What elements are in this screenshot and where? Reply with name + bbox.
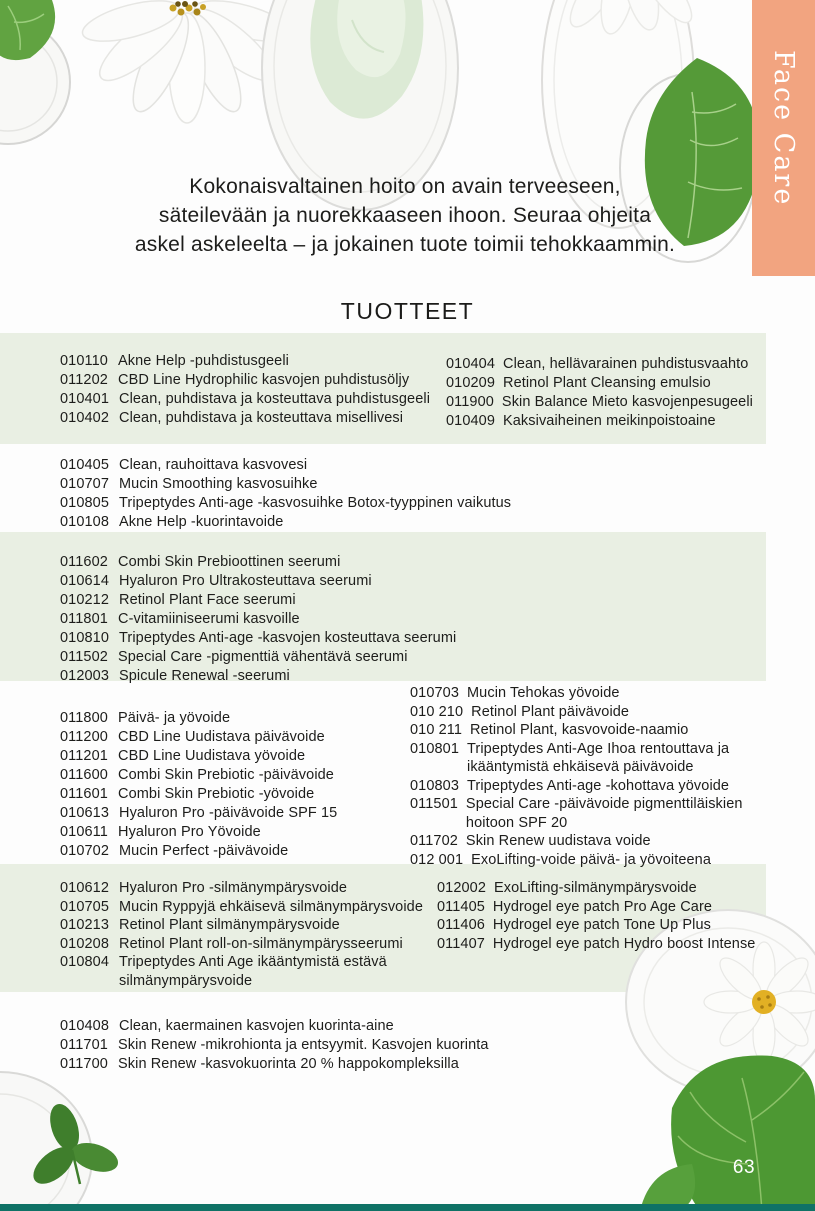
product-name: Hyaluron Pro Yövoide — [118, 824, 261, 840]
product-code: 010108 — [60, 514, 109, 530]
product-name: ExoLifting-silmänympärysvoide — [494, 880, 697, 896]
product-row — [410, 721, 766, 740]
product-code: 010408 — [60, 1018, 109, 1034]
product-code: 010409 — [446, 413, 495, 429]
product-row — [446, 412, 765, 431]
product-list — [437, 879, 767, 953]
product-row — [60, 766, 450, 785]
product-name: Retinol Plant silmänympärysvoide — [119, 917, 340, 933]
product-code: 010702 — [60, 843, 109, 859]
product-row — [60, 494, 680, 513]
product-name: Special Care -pigmenttiä vähentävä seerumi — [118, 649, 408, 665]
product-code: 010803 — [410, 777, 459, 794]
product-name: CBD Line Uudistava päivävoide — [118, 729, 325, 745]
product-code: 010213 — [60, 917, 109, 933]
product-name: Hydrogel eye patch Pro Age Care — [492, 898, 713, 915]
product-row — [60, 747, 450, 766]
product-row — [60, 648, 680, 667]
product-name: Clean, puhdistava ja kosteuttava misellivesi — [119, 410, 404, 426]
product-row — [410, 795, 766, 832]
product-row — [60, 409, 480, 428]
product-list — [60, 456, 680, 532]
product-name: C-vitamiiniseerumi kasvoille — [118, 611, 300, 627]
product-row — [60, 629, 680, 648]
intro-line: säteilevään ja nuorekkaaseen ihoon. Seuraa ohjeita — [158, 204, 652, 227]
product-code: 012 001 — [410, 851, 464, 868]
product-code: 012003 — [60, 668, 109, 684]
product-code: 011600 — [60, 767, 108, 783]
product-row — [446, 374, 765, 393]
product-row — [410, 851, 766, 870]
product-row — [60, 352, 480, 371]
product-code: 010212 — [60, 592, 109, 608]
product-row — [60, 1036, 700, 1055]
product-code: 011701 — [60, 1037, 108, 1053]
product-name: Kaksivaiheinen meikinpoistoaine — [503, 413, 716, 429]
product-name: Tripeptydes Anti Age ikääntymistä estävä silmänympärysvoide — [119, 954, 387, 989]
product-code: 011700 — [60, 1056, 108, 1072]
product-code: 010804 — [60, 954, 109, 970]
product-code: 011801 — [60, 611, 108, 627]
product-code: 011406 — [437, 917, 485, 933]
white-flower-illustration — [704, 942, 815, 1062]
product-name: Retinol Plant Cleansing emulsio — [503, 375, 711, 391]
product-row — [446, 393, 765, 412]
product-name: Mucin Perfect -päivävoide — [119, 843, 289, 859]
product-code: 010110 — [60, 353, 108, 369]
product-name: Hydrogel eye patch Hydro boost Intense — [492, 935, 756, 952]
product-code: 011200 — [60, 729, 108, 745]
product-code: 010208 — [60, 935, 109, 952]
product-name: CBD Line Hydrophilic kasvojen puhdistusöljy — [118, 372, 410, 388]
product-name: Skin Balance Mieto kasvojenpesugeeli — [501, 394, 753, 410]
product-code: 011405 — [437, 898, 485, 915]
product-row — [60, 898, 456, 917]
product-code: 011601 — [60, 786, 108, 802]
product-name: Tripeptydes Anti-Age Ihoa rentouttava ja ikääntymistä ehkäisevä päivävoide — [467, 740, 730, 775]
product-name: Tripeptydes Anti-age -kasvosuihke Botox-tyyppinen vaikutus — [119, 495, 512, 511]
product-row — [410, 777, 766, 796]
product-row — [60, 456, 680, 475]
product-code: 010613 — [60, 805, 109, 821]
product-row — [60, 475, 680, 494]
product-row — [446, 355, 765, 374]
product-row — [60, 935, 456, 954]
intro-text — [0, 172, 810, 259]
product-row — [437, 879, 767, 898]
product-name: Hyaluron Pro Ultrakosteuttava seerumi — [119, 573, 372, 589]
product-code: 010810 — [60, 630, 109, 646]
product-name: Hydrogel eye patch Tone Up Plus — [492, 917, 711, 933]
product-name: Akne Help -puhdistusgeeli — [118, 353, 289, 369]
product-code: 010707 — [60, 476, 109, 492]
product-name: Mucin Smoothing kasvosuihke — [119, 476, 318, 492]
product-name: Clean, kaermainen kasvojen kuorinta-aine — [119, 1018, 394, 1034]
product-list — [60, 1017, 700, 1074]
product-row — [60, 553, 680, 572]
product-code: 010611 — [60, 824, 108, 840]
product-name: Tripeptydes Anti-age -kasvojen kosteuttava seerumi — [119, 630, 457, 646]
product-code: 010612 — [60, 880, 109, 896]
product-name: ExoLifting-voide päivä- ja yövoiteena — [471, 851, 711, 868]
product-code: 010703 — [410, 685, 459, 701]
product-name: Retinol Plant päivävoide — [471, 703, 630, 720]
intro-line: askel askeleelta – ja jokainen tuote toimii tehokkaammin. — [134, 233, 676, 256]
product-code: 011201 — [60, 748, 108, 764]
product-name: Hyaluron Pro -päivävoide SPF 15 — [119, 805, 338, 821]
product-code: 011602 — [60, 554, 108, 570]
product-name: Spicule Renewal -seerumi — [119, 668, 290, 684]
product-list — [60, 879, 456, 990]
product-code: 011702 — [410, 833, 458, 849]
product-code: 011202 — [60, 372, 108, 388]
product-row — [60, 879, 456, 898]
product-code: 011407 — [437, 935, 485, 952]
product-row — [60, 953, 456, 990]
green-leaf-illustration — [640, 1055, 815, 1211]
product-row — [60, 572, 680, 591]
product-name: Akne Help -kuorintavoide — [119, 514, 284, 530]
product-row — [410, 684, 766, 703]
product-name: Combi Skin Prebiotic -päivävoide — [118, 767, 334, 783]
product-name: Clean, rauhoittava kasvovesi — [119, 457, 308, 473]
product-code: 011800 — [60, 710, 108, 726]
product-code: 010402 — [60, 410, 109, 426]
product-name: CBD Line Uudistava yövoide — [118, 748, 306, 764]
product-row — [60, 728, 450, 747]
product-row — [60, 1017, 700, 1036]
product-code: 010 211 — [410, 722, 463, 738]
product-row — [60, 591, 680, 610]
product-name: Retinol Plant roll-on-silmänympärysseerumi — [119, 935, 403, 952]
product-code: 011501 — [410, 796, 458, 812]
petri-dish-illustration — [0, 0, 70, 144]
product-row — [60, 1055, 700, 1074]
product-name: Mucin Ryppyjä ehkäisevä silmänympärysvoide — [119, 898, 423, 915]
product-row — [60, 804, 450, 823]
product-name: Skin Renew -mikrohionta ja entsyymit. Kasvojen kuorinta — [118, 1037, 489, 1053]
tab-label: Face Care — [768, 50, 799, 207]
product-code: 010801 — [410, 740, 459, 757]
product-code: 010405 — [60, 457, 109, 473]
product-list — [60, 553, 680, 686]
product-code: 010404 — [446, 356, 495, 372]
product-name: Tripeptydes Anti-age -kohottava yövoide — [467, 777, 730, 794]
product-row — [60, 709, 450, 728]
product-row — [60, 823, 450, 842]
footer-bar — [0, 1204, 815, 1211]
product-name: Clean, hellävarainen puhdistusvaahto — [503, 356, 749, 372]
product-row — [410, 740, 766, 777]
product-row — [60, 610, 680, 629]
product-name: Päivä- ja yövoide — [118, 710, 231, 726]
product-list — [60, 709, 450, 861]
product-name: Retinol Plant, kasvovoide-naamio — [470, 722, 689, 738]
product-name: Combi Skin Prebioottinen seerumi — [118, 554, 341, 570]
product-row — [60, 371, 480, 390]
product-name: Combi Skin Prebiotic -yövoide — [118, 786, 315, 802]
product-code: 011502 — [60, 649, 108, 665]
product-list — [60, 352, 480, 428]
product-row — [60, 513, 680, 532]
product-list — [410, 684, 766, 869]
product-row — [60, 842, 450, 861]
product-code: 010805 — [60, 495, 109, 511]
product-code: 012002 — [437, 880, 486, 896]
products-heading: TUOTTEET — [340, 298, 475, 324]
product-row — [410, 832, 766, 851]
product-row — [437, 916, 767, 935]
product-name: Mucin Tehokas yövoide — [467, 685, 620, 701]
product-name: Special Care -päivävoide pigmenttiläiskien hoitoon SPF 20 — [465, 796, 743, 831]
product-row — [437, 898, 767, 917]
product-code: 010705 — [60, 898, 109, 915]
product-code: 010401 — [60, 391, 109, 407]
product-row — [437, 935, 767, 954]
product-name: Skin Renew -kasvokuorinta 20 % happokompleksilla — [118, 1056, 459, 1072]
product-name: Clean, puhdistava ja kosteuttava puhdistusgeeli — [119, 391, 431, 407]
product-row — [60, 785, 450, 804]
product-code: 010 210 — [410, 703, 464, 720]
product-row — [60, 916, 456, 935]
product-name: Hyaluron Pro -silmänympärysvoide — [119, 880, 348, 896]
product-row — [60, 390, 480, 409]
product-list — [446, 355, 765, 431]
product-code: 010614 — [60, 573, 109, 589]
intro-line: Kokonaisvaltainen hoito on avain terveeseen, — [189, 175, 621, 198]
product-name: Retinol Plant Face seerumi — [119, 592, 296, 608]
product-code: 010209 — [446, 375, 495, 391]
product-code: 011900 — [446, 394, 494, 410]
page-number: 63 — [732, 1157, 756, 1178]
product-name: Skin Renew uudistava voide — [465, 833, 651, 849]
product-row — [410, 703, 766, 722]
